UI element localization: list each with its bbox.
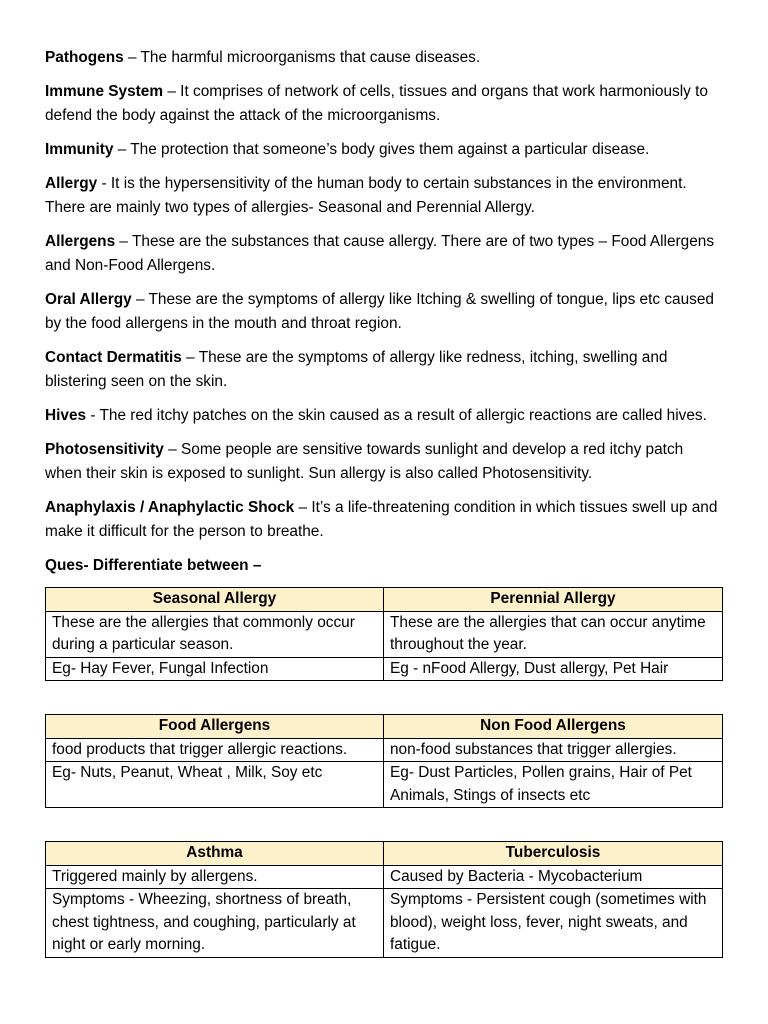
definition-text: These are the substances that cause allergy. There are of two types – Food Allergens and Non-Food Allergens. (45, 233, 715, 274)
definition-separator: – (115, 233, 132, 250)
table-cell: Caused by Bacteria - Mycobacterium (384, 865, 723, 889)
table-spacer (45, 681, 722, 714)
definition-term: Pathogens (45, 49, 124, 66)
definition-term: Allergens (45, 233, 116, 250)
definition-photosensitivity (45, 438, 722, 486)
definition-term: Immunity (45, 141, 114, 158)
definition-term: Immune System (45, 83, 164, 100)
definition-text: These are the symptoms of allergy like Itching & swelling of tongue, lips etc caused by the food allergens in the mouth and throat region. (45, 291, 714, 332)
definition-text: It comprises of network of cells, tissues and organs that work harmoniously to defend the body against the attack of the microorganisms. (45, 83, 708, 124)
definition-separator: – (163, 441, 181, 458)
definition-separator: – (113, 141, 131, 158)
definition-term: Anaphylaxis / Anaphylactic Shock (45, 499, 295, 516)
table-header-row (46, 842, 723, 866)
table-header-cell: Perennial Allergy (384, 588, 723, 612)
table-cell: Triggered mainly by allergens. (46, 865, 384, 889)
table-cell: These are the allergies that can occur anytime throughout the year. (384, 611, 723, 657)
definition-text: The red itchy patches on the skin caused as a result of allergic reactions are called hives. (99, 407, 707, 424)
table-food-vs-nonfood (45, 714, 723, 808)
question-heading: Ques- Differentiate between – (45, 557, 262, 574)
table-row (46, 738, 723, 762)
definition-separator: - (97, 175, 111, 192)
table-row (46, 762, 723, 808)
definition-separator: – (131, 291, 149, 308)
definition-text: It’s a life-threatening condition in which tissues swell up and make it difficult for the person to breathe. (45, 499, 718, 540)
definition-separator: – (181, 349, 199, 366)
table-cell: These are the allergies that commonly occur during a particular season. (46, 611, 384, 657)
table-header-row (46, 588, 723, 612)
table-row (46, 889, 723, 958)
table-cell: Eg- Dust Particles, Pollen grains, Hair of Pet Animals, Stings of insects etc (384, 762, 723, 808)
table-seasonal-vs-perennial (45, 587, 723, 681)
definition-text: It is the hypersensitivity of the human body to certain substances in the environment. There are mainly two types of allergies- Seasonal and Perennial Allergy. (45, 175, 687, 216)
definition-anaphylaxis (45, 496, 722, 544)
table-header-cell: Food Allergens (46, 715, 384, 739)
table-spacer (45, 808, 722, 841)
table-cell: food products that trigger allergic reactions. (46, 738, 384, 762)
definition-term: Oral Allergy (45, 291, 132, 308)
definition-text: The harmful microorganisms that cause diseases. (140, 49, 481, 66)
table-row (46, 611, 723, 657)
definition-hives (45, 404, 722, 428)
table-header-cell: Seasonal Allergy (46, 588, 384, 612)
table-cell: Symptoms - Wheezing, shortness of breath, chest tightness, and coughing, particularly at night or early morning. (46, 889, 384, 958)
definition-immune-system (45, 80, 722, 128)
table-header-cell: Tuberculosis (384, 842, 723, 866)
definition-separator: - (86, 407, 100, 424)
table-header-cell: Non Food Allergens (384, 715, 723, 739)
definition-term: Hives (45, 407, 87, 424)
table-row (46, 657, 723, 681)
definition-separator: – (123, 49, 141, 66)
definition-allergens (45, 230, 722, 278)
definition-pathogens (45, 46, 722, 70)
table-cell: Eg - nFood Allergy, Dust allergy, Pet Hair (384, 657, 723, 681)
table-cell: non-food substances that trigger allergies. (384, 738, 723, 762)
definition-allergy (45, 172, 722, 220)
table-cell: Eg- Nuts, Peanut, Wheat , Milk, Soy etc (46, 762, 384, 808)
definition-text: The protection that someone’s body gives them against a particular disease. (130, 141, 650, 158)
definition-separator: – (163, 83, 181, 100)
table-header-cell: Asthma (46, 842, 384, 866)
definition-term: Contact Dermatitis (45, 349, 182, 366)
table-asthma-vs-tuberculosis (45, 841, 723, 958)
definition-oral-allergy (45, 288, 722, 336)
table-row (46, 865, 723, 889)
definition-text: These are the symptoms of allergy like redness, itching, swelling and blistering seen on the skin. (45, 349, 668, 390)
definition-separator: – (294, 499, 312, 516)
table-header-row (46, 715, 723, 739)
definition-text: Some people are sensitive towards sunlight and develop a red itchy patch when their skin is exposed to sunlight. Sun allergy is also called Photosensitivity. (45, 441, 684, 482)
definition-term: Photosensitivity (45, 441, 164, 458)
definition-contact-dermatitis (45, 346, 722, 394)
table-cell: Symptoms - Persistent cough (sometimes with blood), weight loss, fever, night sweats, and fatigue. (384, 889, 723, 958)
table-cell: Eg- Hay Fever, Fungal Infection (46, 657, 384, 681)
definition-term: Allergy (45, 175, 98, 192)
definition-immunity (45, 138, 722, 162)
